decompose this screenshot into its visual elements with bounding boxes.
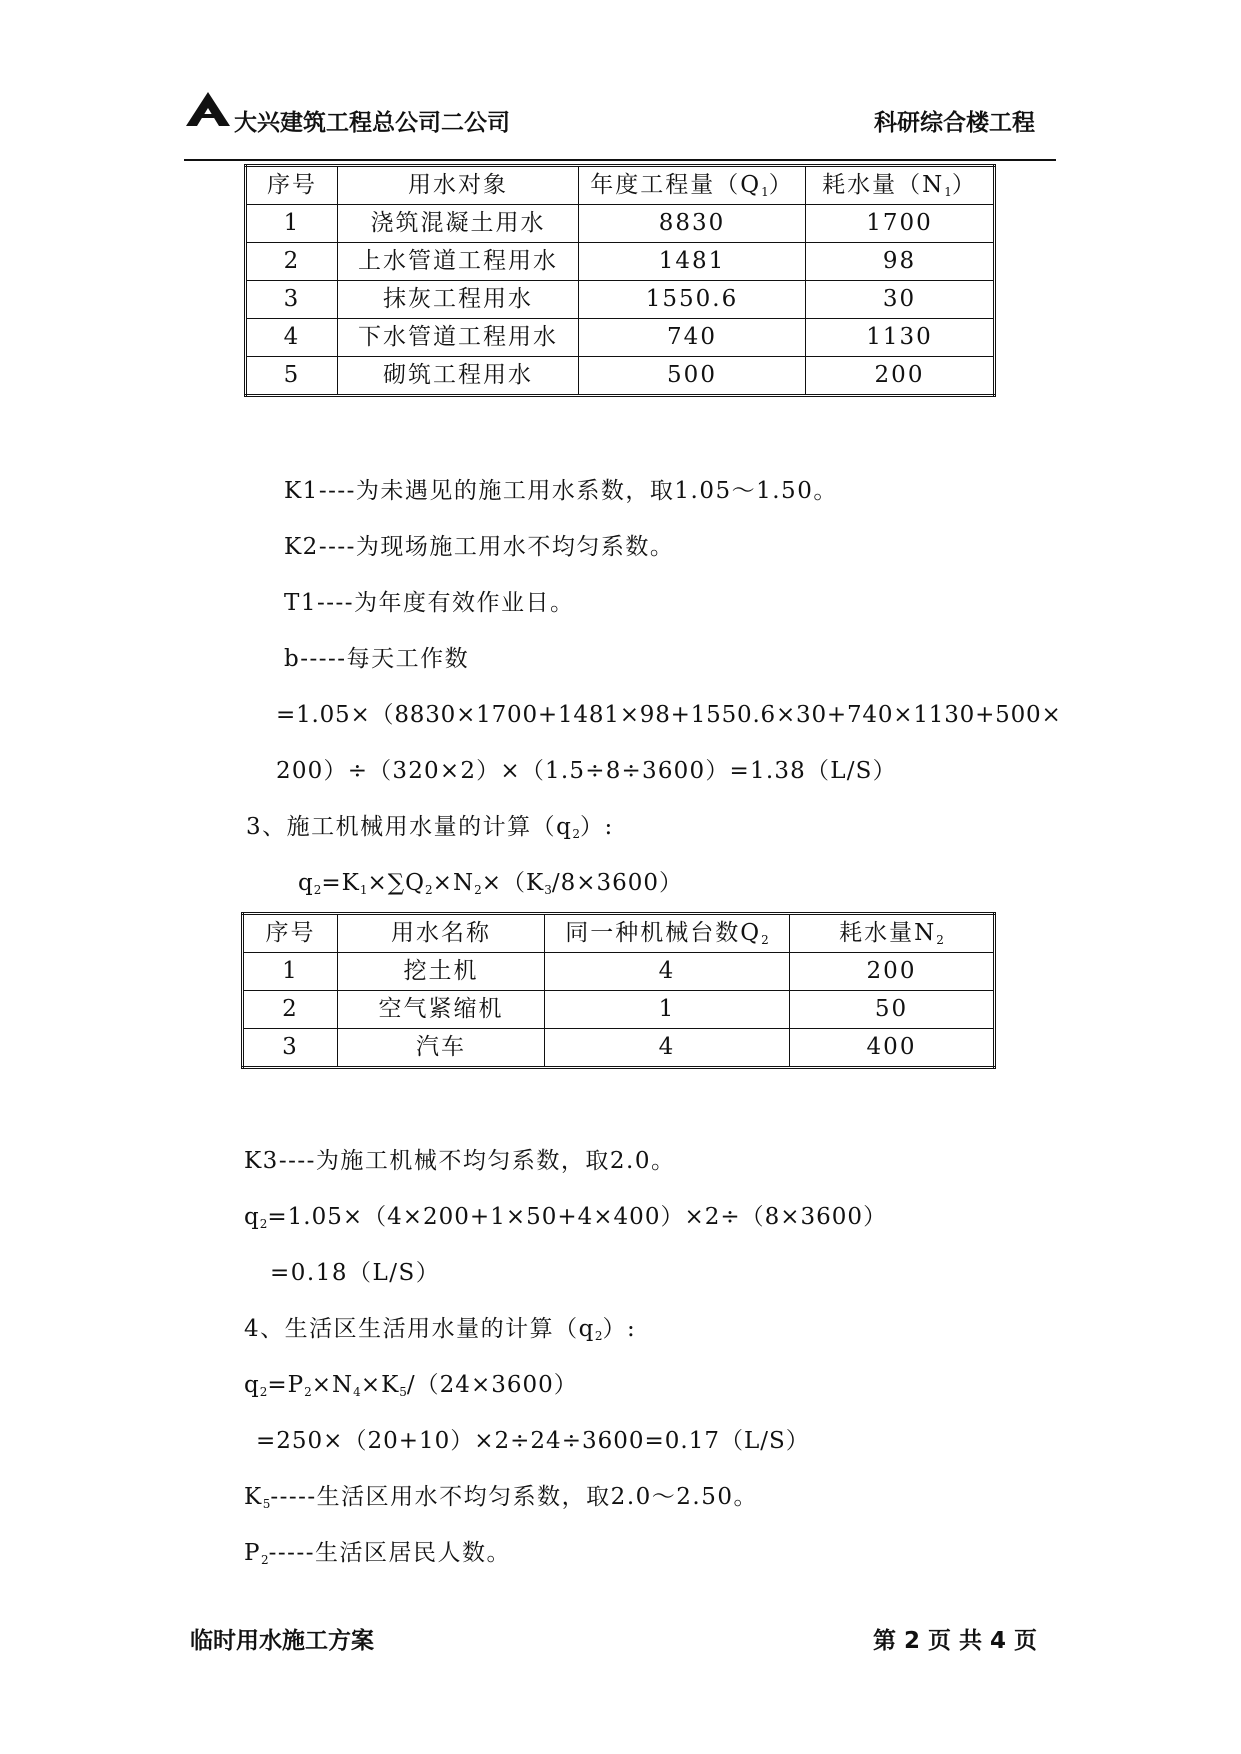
header-cell: 用水对象 — [338, 166, 579, 205]
table-row — [243, 1029, 995, 1068]
calc2-result: =0.18（L/S） — [270, 1260, 441, 1286]
table-cell: 2 — [243, 991, 338, 1029]
t1-definition: T1----为年度有效作业日。 — [284, 590, 575, 616]
section4-heading: 4、生活区生活用水量的计算$(q_2)$: — [244, 1316, 637, 1343]
table-cell: 30 — [806, 281, 995, 319]
header-cell: 耗水量$N_2$ — [790, 914, 995, 953]
calc3-line: =250×（20+10）×2÷24÷3600=0.17（L/S） — [256, 1428, 810, 1454]
b-definition: b-----每天工作数 — [284, 646, 470, 672]
table-cell: 2 — [246, 243, 338, 281]
table-cell: 98 — [806, 243, 995, 281]
table-cell: 4 — [246, 319, 338, 357]
table-cell: 50 — [790, 991, 995, 1029]
k1-definition: K1----为未遇见的施工用水系数，取1.05～1.50。 — [284, 478, 838, 504]
p2-definition: $P_2-----$生活区居民人数。 — [244, 1540, 511, 1567]
k3-definition: K3----为施工机械不均匀系数，取2.0。 — [244, 1148, 676, 1174]
header-cell: 序号 — [246, 166, 338, 205]
table-cell: 1700 — [806, 205, 995, 243]
page-number: 第 2 页 共 4 页 — [872, 1628, 1037, 1654]
table-row — [246, 357, 995, 396]
table-cell: 挖土机 — [338, 953, 545, 991]
table-cell: 200 — [806, 357, 995, 396]
table-row — [243, 991, 995, 1029]
table-row — [243, 953, 995, 991]
section3-heading: 3、施工机械用水量的计算$(q_2)$: — [246, 814, 614, 841]
table-cell: 4 — [545, 1029, 790, 1068]
table-cell: 8830 — [579, 205, 806, 243]
table-header-row — [243, 914, 995, 953]
table-cell: 1481 — [579, 243, 806, 281]
header-divider — [184, 159, 1056, 161]
table-cell: 砌筑工程用水 — [338, 357, 579, 396]
machinery-water-table — [241, 912, 996, 1069]
header-cell: 序号 — [243, 914, 338, 953]
table-cell: 空气紧缩机 — [338, 991, 545, 1029]
table-cell: 汽车 — [338, 1029, 545, 1068]
project-name: 科研综合楼工程 — [874, 110, 1035, 136]
k2-definition: K2----为现场施工用水不均匀系数。 — [284, 534, 675, 560]
document-title: 临时用水施工方案 — [190, 1628, 374, 1654]
table-cell: 1130 — [806, 319, 995, 357]
table-cell: 上水管道工程用水 — [338, 243, 579, 281]
header-cell: 用水名称 — [338, 914, 545, 953]
company-name: 大兴建筑工程总公司二公司 — [234, 110, 510, 136]
header-cell: 同一种机械台数$Q_2$ — [545, 914, 790, 953]
table-cell: 抹灰工程用水 — [338, 281, 579, 319]
calc1-line1: =1.05×（8830×1700+1481×98+1550.6×30+740×1130+500× — [276, 702, 1062, 728]
table-cell: 1 — [246, 205, 338, 243]
table-cell: 1550.6 — [579, 281, 806, 319]
table-row — [246, 281, 995, 319]
table-cell: 3 — [243, 1029, 338, 1068]
table-cell: 5 — [246, 357, 338, 396]
table-cell: 下水管道工程用水 — [338, 319, 579, 357]
table-cell: 3 — [246, 281, 338, 319]
formula-q2: $q_2=K_1\times\sum Q_2\times N_2\times(K_3/8\times 3600)$ — [298, 870, 684, 897]
table-row — [246, 205, 995, 243]
table-cell: 4 — [545, 953, 790, 991]
table-cell: 1 — [243, 953, 338, 991]
table-cell: 浇筑混凝土用水 — [338, 205, 579, 243]
table-cell: 200 — [790, 953, 995, 991]
header-cell: 年度工程量$(Q_1)$ — [579, 166, 806, 205]
table-cell: 400 — [790, 1029, 995, 1068]
table-cell: 740 — [579, 319, 806, 357]
company-logo — [186, 92, 230, 126]
table-cell: 500 — [579, 357, 806, 396]
table-row — [246, 243, 995, 281]
table-row — [246, 319, 995, 357]
water-usage-table — [244, 164, 996, 397]
table-cell: 1 — [545, 991, 790, 1029]
calc1-line2: 200）÷（320×2）×（1.5÷8÷3600）=1.38（L/S） — [276, 758, 897, 784]
table-header-row — [246, 166, 995, 205]
k5-definition: $K_5-----$生活区用水不均匀系数，取2.0～2.50。 — [244, 1484, 758, 1511]
header-cell: 耗水量$(N_1)$ — [806, 166, 995, 205]
formula-q3: $q_2=P_2\times N_4\times K_5/(24\times 3600)$ — [244, 1372, 578, 1399]
calc2-line: $q_2=1.05\times(4\times 200+1\times 50+4\times 400)\times 2\div(8\times 3600)$ — [244, 1204, 888, 1231]
